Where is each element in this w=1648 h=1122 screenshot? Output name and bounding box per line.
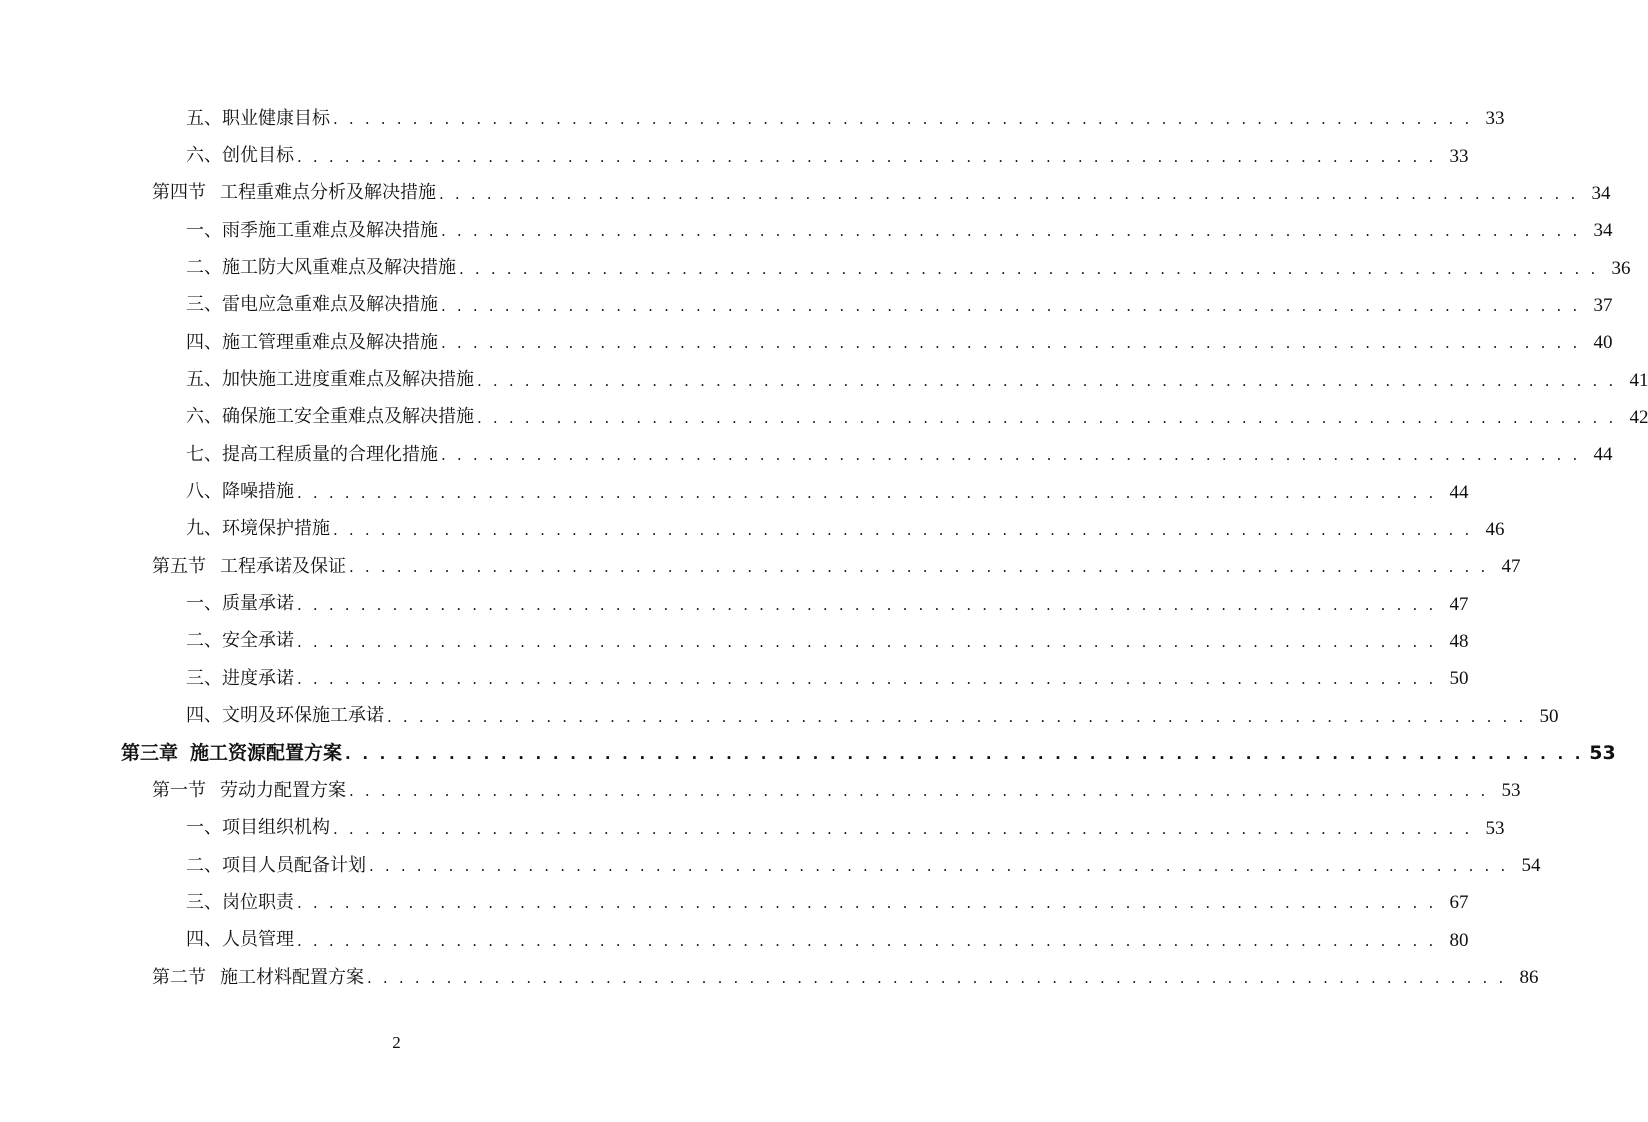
toc-entry[interactable]	[0, 137, 1469, 174]
toc-page-number: 67	[1449, 892, 1469, 914]
toc-entry-title: 三、岗位职责	[186, 891, 294, 913]
toc-entry[interactable]	[0, 175, 1611, 212]
dot-leader: . . . . . . . . . . . . . . . . . . . . . . . . . . . . . . . . . . . . . . . . . . . . . . . . . . . . . . . . . . . . . . . . . . . . . . . .	[333, 520, 1473, 539]
toc-page-number: 48	[1449, 630, 1469, 652]
toc-entry-title: 四、人员管理	[186, 929, 294, 951]
toc-entry-content	[0, 294, 1613, 316]
toc-entry-content	[0, 891, 1469, 914]
toc-entry[interactable]	[0, 287, 1613, 324]
toc-entry-title: 六、创优目标	[186, 145, 294, 167]
dot-leader: . . . . . . . . . . . . . . . . . . . . . . . . . . . . . . . . . . . . . . . . . . . . . . . . . . . . . . . . . . . . . . . . . . . . . . . .	[297, 894, 1437, 913]
toc-entry[interactable]	[0, 959, 1539, 996]
dot-leader: . . . . . . . . . . . . . . . . . . . . . . . . . . . . . . . . . . . . . . . . . . . . . . . . . . . . . . . . . . . . . . . . . . . . . . . .	[333, 819, 1473, 838]
toc-entry-title: 一、质量承诺	[186, 593, 294, 615]
toc-entry-label	[186, 443, 441, 465]
dot-leader: . . . . . . . . . . . . . . . . . . . . . . . . . . . . . . . . . . . . . . . . . . . . . . . . . . . . . . . . . . . . . . . . . . . . . . . .	[333, 110, 1473, 129]
toc-entry-label	[152, 184, 439, 202]
toc-entry[interactable]	[0, 212, 1613, 249]
toc-entry[interactable]	[0, 100, 1505, 137]
toc-entry[interactable]	[0, 660, 1469, 697]
toc-entry-title: 四、施工管理重难点及解决措施	[186, 331, 438, 353]
dot-leader: . . . . . . . . . . . . . . . . . . . . . . . . . . . . . . . . . . . . . . . . . . . . . . . . . . . . . . . . . . . . . . . . . . . . . . . .	[297, 483, 1437, 502]
toc-entry[interactable]	[0, 922, 1469, 959]
toc-entry-content	[0, 406, 1648, 428]
toc-entry-label	[186, 667, 297, 689]
toc-entry-label	[186, 259, 459, 277]
dot-leader: . . . . . . . . . . . . . . . . . . . . . . . . . . . . . . . . . . . . . . . . . . . . . . . . . . . . . . . . . . . . . . . . . . . . . . . .	[297, 670, 1437, 689]
toc-entry-label	[152, 779, 349, 801]
toc-page-number: 54	[1521, 855, 1541, 877]
toc-entry-content	[0, 369, 1648, 391]
toc-entry-content	[0, 630, 1469, 652]
dot-leader: . . . . . . . . . . . . . . . . . . . . . . . . . . . . . . . . . . . . . . . . . . . . . . . . . . . . . . . . . . . . . . . . . . . . . . . .	[439, 184, 1579, 203]
toc-entry[interactable]	[0, 623, 1469, 660]
toc-entry-label	[186, 107, 333, 129]
toc-entry[interactable]	[0, 436, 1613, 473]
toc-entry[interactable]	[0, 548, 1521, 585]
toc-page-number: 47	[1449, 593, 1469, 615]
toc-entry[interactable]	[0, 772, 1521, 809]
toc-entry-content	[0, 443, 1613, 466]
toc-entry[interactable]	[0, 249, 1631, 286]
toc-page-number: 40	[1593, 332, 1613, 354]
toc-entry[interactable]	[0, 399, 1648, 436]
toc-entry-label	[186, 819, 333, 837]
toc-page-number: 44	[1593, 444, 1613, 466]
toc-page-number: 34	[1591, 182, 1611, 204]
toc-entry-label	[186, 854, 369, 876]
toc-entry-title: 五、职业健康目标	[186, 107, 330, 129]
toc-entry-title: 二、项目人员配备计划	[186, 854, 366, 876]
toc-entry-label	[186, 632, 297, 650]
toc-section-number: 第五节	[152, 555, 206, 577]
toc-entry-content	[0, 555, 1521, 578]
toc-entry-label	[186, 331, 441, 353]
toc-page-number: 33	[1485, 108, 1505, 130]
toc-entry-title: 劳动力配置方案	[220, 779, 346, 801]
toc-section-number: 第四节	[152, 182, 206, 204]
toc-entry[interactable]	[0, 473, 1469, 510]
toc-section-number: 第二节	[152, 966, 206, 988]
dot-leader: . . . . . . . . . . . . . . . . . . . . . . . . . . . . . . . . . . . . . . . . . . . . . . . . . . . . . . . . . . . . . . . . . . . . . . . .	[441, 296, 1581, 315]
toc-entry-content	[0, 257, 1631, 279]
toc-entry-title: 施工材料配置方案	[220, 966, 364, 988]
toc-entry-title: 七、提高工程质量的合理化措施	[186, 443, 438, 465]
toc-entry-title: 三、雷电应急重难点及解决措施	[186, 294, 438, 316]
toc-page-number: 41	[1629, 369, 1648, 391]
toc-entry-content	[0, 518, 1505, 540]
toc-entry-title: 工程承诺及保证	[220, 555, 346, 577]
toc-entry[interactable]	[0, 585, 1469, 622]
toc-entry-content	[0, 854, 1541, 877]
toc-entry-label	[186, 296, 441, 314]
toc-page-number: 36	[1611, 257, 1631, 279]
toc-entry[interactable]	[0, 324, 1613, 361]
toc-entry-title: 一、项目组织机构	[186, 817, 330, 839]
toc-entry-content	[0, 145, 1469, 167]
toc-entry[interactable]	[0, 735, 1616, 772]
toc-entry-label	[186, 595, 297, 613]
dot-leader: . . . . . . . . . . . . . . . . . . . . . . . . . . . . . . . . . . . . . . . . . . . . . . . . . . . . . . . . . . . . . . . . . . . . . . . .	[441, 446, 1581, 465]
dot-leader: . . . . . . . . . . . . . . . . . . . . . . . . . . . . . . . . . . . . . . . . . . . . . . . . . . . . . . . . . . . . . . . . . . . . . . . .	[477, 408, 1617, 427]
page-number: 2	[392, 1033, 401, 1052]
toc-entry[interactable]	[0, 847, 1541, 884]
toc-entry-title: 施工资源配置方案	[190, 742, 343, 765]
toc-entry-content	[0, 667, 1469, 690]
toc-entry-label	[186, 219, 441, 241]
toc-entry-title: 二、安全承诺	[186, 630, 294, 652]
toc-page-number: 46	[1485, 518, 1505, 540]
table-of-contents	[0, 100, 1648, 996]
toc-entry-title: 六、确保施工安全重难点及解决措施	[186, 406, 474, 428]
toc-page-number: 53	[1589, 742, 1616, 765]
toc-page-number: 42	[1629, 406, 1648, 428]
toc-entry-content	[0, 817, 1505, 839]
dot-leader: . . . . . . . . . . . . . . . . . . . . . . . . . . . . . . . . . . . . . . . . . . . . . . . . . . . . . . . . . . . . . . . . . . . . . . . .	[297, 931, 1437, 950]
toc-entry[interactable]	[0, 810, 1505, 847]
dot-leader: . . . . . . . . . . . . . . . . . . . . . . . . . . . . . . . . . . . . . . . . . . . . . . . . . . . . . . . . . . . . . . . . . . . . . . . .	[387, 707, 1527, 726]
toc-page-number: 53	[1485, 817, 1505, 839]
toc-entry-title: 九、环境保护措施	[186, 518, 330, 540]
dot-leader: . . . . . . . . . . . . . . . . . . . . . . . . . . . . . . . . . . . . . . . . . . . . . . . . . . . . . . . . . . . . . . . . . . . . . . . .	[297, 595, 1437, 614]
toc-entry-content	[0, 779, 1521, 802]
toc-entry-content	[0, 929, 1469, 951]
toc-entry-content	[0, 182, 1611, 204]
dot-leader: . . . . . . . . . . . . . . . . . . . . . . . . . . . . . . . . . . . . . . . . . . . . . . . . . . . . . . . . . . . . . . . . . . . . . . . .	[345, 745, 1584, 764]
toc-page-number: 50	[1449, 668, 1469, 690]
toc-entry-label	[186, 931, 297, 949]
toc-entry[interactable]	[0, 361, 1648, 398]
dot-leader: . . . . . . . . . . . . . . . . . . . . . . . . . . . . . . . . . . . . . . . . . . . . . . . . . . . . . . . . . . . . . . . . . . . . . . . .	[459, 259, 1599, 278]
toc-entry-content	[0, 481, 1469, 503]
toc-section-number: 第一节	[152, 779, 206, 801]
toc-page-number: 44	[1449, 481, 1469, 503]
dot-leader: . . . . . . . . . . . . . . . . . . . . . . . . . . . . . . . . . . . . . . . . . . . . . . . . . . . . . . . . . . . . . . . . . . . . . . . .	[441, 334, 1581, 353]
toc-page-number: 33	[1449, 145, 1469, 167]
toc-page-number: 86	[1519, 967, 1539, 989]
toc-entry-content	[0, 331, 1613, 354]
toc-entry-label	[186, 520, 333, 538]
toc-entry-label	[152, 966, 367, 988]
toc-entry-title: 二、施工防大风重难点及解决措施	[186, 257, 456, 279]
toc-entry-title: 八、降噪措施	[186, 481, 294, 503]
toc-entry-label	[186, 891, 297, 913]
toc-entry-title: 五、加快施工进度重难点及解决措施	[186, 369, 474, 391]
toc-page-number: 80	[1449, 929, 1469, 951]
toc-entry-label	[121, 744, 345, 763]
toc-page-number: 50	[1539, 705, 1559, 727]
dot-leader: . . . . . . . . . . . . . . . . . . . . . . . . . . . . . . . . . . . . . . . . . . . . . . . . . . . . . . . . . . . . . . . . . . . . . . . .	[367, 969, 1507, 988]
toc-entry[interactable]	[0, 698, 1559, 735]
toc-entry-label	[186, 408, 477, 426]
toc-section-number: 第三章	[121, 742, 179, 765]
toc-entry-title: 一、雨季施工重难点及解决措施	[186, 219, 438, 241]
toc-entry-label	[186, 483, 297, 501]
toc-entry-content	[0, 219, 1613, 242]
toc-entry-content	[0, 742, 1616, 765]
toc-page-number: 37	[1593, 294, 1613, 316]
toc-entry-title: 三、进度承诺	[186, 667, 294, 689]
toc-entry-content	[0, 705, 1559, 727]
toc-entry[interactable]	[0, 511, 1505, 548]
toc-entry-title: 工程重难点分析及解决措施	[220, 182, 436, 204]
toc-entry-content	[0, 593, 1469, 615]
dot-leader: . . . . . . . . . . . . . . . . . . . . . . . . . . . . . . . . . . . . . . . . . . . . . . . . . . . . . . . . . . . . . . . . . . . . . . . .	[369, 857, 1509, 876]
dot-leader: . . . . . . . . . . . . . . . . . . . . . . . . . . . . . . . . . . . . . . . . . . . . . . . . . . . . . . . . . . . . . . . . . . . . . . . .	[349, 782, 1489, 801]
toc-page-number: 47	[1501, 556, 1521, 578]
toc-entry-label	[186, 371, 477, 389]
toc-entry-label	[186, 147, 297, 165]
dot-leader: . . . . . . . . . . . . . . . . . . . . . . . . . . . . . . . . . . . . . . . . . . . . . . . . . . . . . . . . . . . . . . . . . . . . . . . .	[477, 371, 1617, 390]
dot-leader: . . . . . . . . . . . . . . . . . . . . . . . . . . . . . . . . . . . . . . . . . . . . . . . . . . . . . . . . . . . . . . . . . . . . . . . .	[297, 632, 1437, 651]
dot-leader: . . . . . . . . . . . . . . . . . . . . . . . . . . . . . . . . . . . . . . . . . . . . . . . . . . . . . . . . . . . . . . . . . . . . . . . .	[297, 147, 1437, 166]
toc-entry-label	[186, 707, 387, 725]
toc-page-number: 53	[1501, 780, 1521, 802]
dot-leader: . . . . . . . . . . . . . . . . . . . . . . . . . . . . . . . . . . . . . . . . . . . . . . . . . . . . . . . . . . . . . . . . . . . . . . . .	[441, 222, 1581, 241]
toc-entry-content	[0, 966, 1539, 989]
toc-page-number: 34	[1593, 220, 1613, 242]
toc-entry-content	[0, 107, 1505, 130]
toc-entry[interactable]	[0, 884, 1469, 921]
toc-entry-label	[152, 555, 349, 577]
dot-leader: . . . . . . . . . . . . . . . . . . . . . . . . . . . . . . . . . . . . . . . . . . . . . . . . . . . . . . . . . . . . . . . . . . . . . . . .	[349, 558, 1489, 577]
toc-entry-title: 四、文明及环保施工承诺	[186, 705, 384, 727]
